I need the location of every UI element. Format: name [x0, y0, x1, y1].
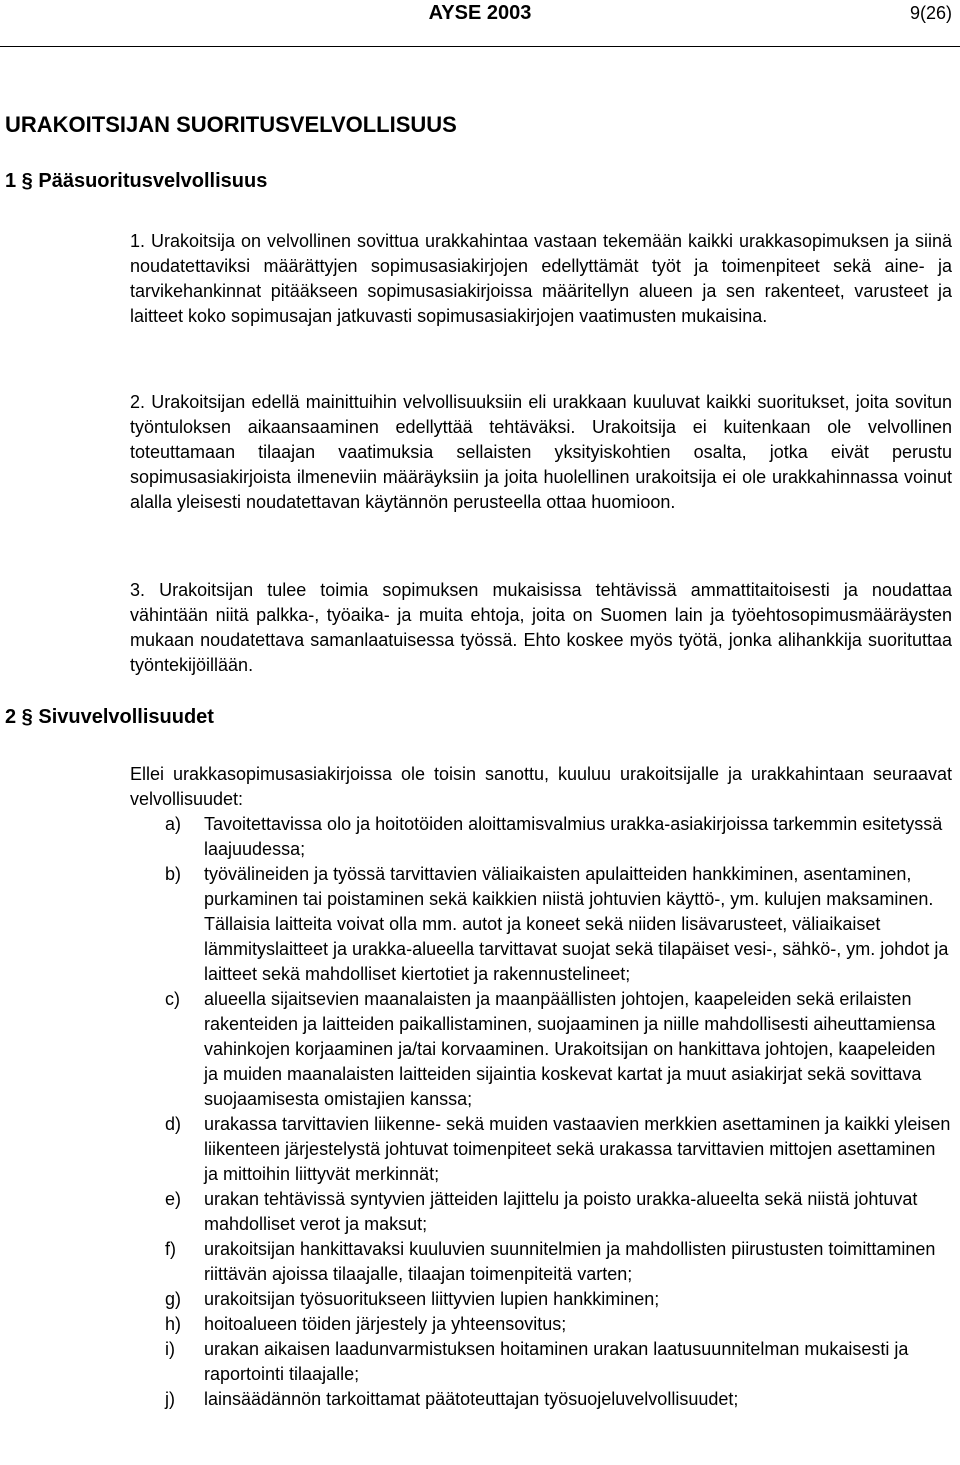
list-item-label: b) — [165, 864, 182, 884]
list-item — [130, 1237, 952, 1287]
list-item-label: a) — [165, 814, 182, 834]
list-item-text: urakan aikaisen laadunvarmistuksen hoitaminen urakan laatusuunnitelman mukaisesti ja raportointi tilaajalle; — [204, 1339, 909, 1384]
list-item-label: c) — [165, 989, 180, 1009]
list-item-text: urakan tehtävissä syntyvien jätteiden lajittelu ja poisto urakka-alueelta sekä niistä johtuvat mahdolliset verot ja maksut; — [204, 1189, 918, 1234]
list-item-label: f) — [165, 1239, 176, 1259]
list-item — [130, 1337, 952, 1387]
page-header — [0, 0, 960, 47]
list-item — [130, 1312, 952, 1337]
list-item-text: urakoitsijan työsuoritukseen liittyvien lupien hankkiminen; — [204, 1289, 660, 1309]
list-item-label: e) — [165, 1189, 182, 1209]
list-item-label: d) — [165, 1114, 182, 1134]
section-2-intro: Ellei urakkasopimusasiakirjoissa ole toisin sanottu, kuuluu urakoitsijalle ja urakkahintaan seuraavat velvollisuudet: — [130, 764, 952, 809]
list-item-label: h) — [165, 1314, 182, 1334]
list-item — [130, 1112, 952, 1187]
list-item-text: lainsäädännön tarkoittamat päätoteuttajan työsuojeluvelvollisuudet; — [204, 1389, 739, 1409]
list-item — [130, 1287, 952, 1312]
section-1-paragraph-1: 1. Urakoitsija on velvollinen sovittua urakkahintaa vastaan tekemään kaikki urakkasopimuksen ja siinä noudatettaviksi määrättyjen sopimusasiakirjojen edellyttämät työt ja toimenpiteet sekä aine- ja tarvikehankinnat pitääkseen sopimusasiakirjoissa määritellyn alueen ja sen rakenteet, varusteet ja laitteet koko sopimusajan jatkuvasti sopimusasiakirjojen vaatimusten mukaisina. — [130, 231, 952, 326]
list-item — [130, 862, 952, 987]
list-item-text: hoitoalueen töiden järjestely ja yhteensovitus; — [204, 1314, 567, 1334]
list-item — [130, 812, 952, 862]
section-1-paragraph-2: 2. Urakoitsijan edellä mainittuihin velvollisuuksiin eli urakkaan kuuluvat kaikki suoritukset, joita sovitun työntuloksen aikaansaaminen edellyttää tehtäväksi. Urakoitsija ei kuitenkaan ole velvollinen toteuttamaan tilaajan vaatimuksia sellaisten yksityiskohtien osalta, jotka eivät perustu sopimusasiakirjoista ilmeneviin määräyksiin ja joita huolellinen urakoitsija ei ole urakkahinnassa voinut alalla yleisesti noudatettavan käytännön perusteella ottaa huomioon. — [130, 392, 952, 512]
list-item-label: j) — [165, 1389, 175, 1409]
section-heading-1: 1 § Pääsuoritusvelvollisuus — [5, 170, 268, 192]
obligations-list — [130, 812, 952, 1412]
list-item-text: urakassa tarvittavien liikenne- sekä muiden vastaavien merkkien asettaminen ja kaikki yleisen liikenteen järjestelystä johtuvat toimenpiteet sekä urakassa tarvittavien mittojen asettaminen ja mittoihin liittyvät merkinnät; — [204, 1114, 951, 1184]
list-item-text: Tavoitettavissa olo ja hoitotöiden aloittamisvalmius urakka-asiakirjoissa tarkemmin esitetyssä laajuudessa; — [204, 814, 943, 859]
list-item-text: urakoitsijan hankittavaksi kuuluvien suunnitelmien ja mahdollisten piirustusten toimittaminen riittävän ajoissa tilaajalle, tilaajan toimenpiteitä varten; — [204, 1239, 936, 1284]
list-item — [130, 987, 952, 1112]
list-item-label: i) — [165, 1339, 175, 1359]
section-heading-2: 2 § Sivuvelvollisuudet — [5, 706, 214, 728]
list-item — [130, 1387, 952, 1412]
header-title: AYSE 2003 — [428, 2, 532, 24]
section-1-paragraph-3: 3. Urakoitsijan tulee toimia sopimuksen mukaisissa tehtävissä ammattitaitoisesti ja noudattaa vähintään niitä palkka-, työaika- ja muita ehtoja, joita on Suomen lain ja työehtosopimusmääräysten mukaan noudatettava samanlaatuisessa työssä. Ehto koskee myös työtä, jonka alihankkija suorituttaa työntekijöillään. — [130, 580, 952, 675]
document-title: URAKOITSIJAN SUORITUSVELVOLLISUUS — [5, 112, 457, 137]
list-item-label: g) — [165, 1289, 182, 1309]
list-item-text: työvälineiden ja työssä tarvittavien väliaikaisten apulaitteiden hankkiminen, asentaminen, purkaminen tai poistaminen sekä kaikkien niistä johtuvien käyttö-, ym. kulujen maksaminen. Tällaisia laitteita voivat olla mm. autot ja koneet sekä niiden lisävarusteet, väliaikaiset lämmityslaitteet ja urakka-alueella tarvittavat suojat sekä tilapäiset vesi-, sähkö-, ym. johdot ja laitteet sekä mahdolliset kiertotiet ja rakennustelineet; — [204, 864, 949, 984]
list-item — [130, 1187, 952, 1237]
list-item-text: alueella sijaitsevien maanalaisten ja maanpäällisten johtojen, kaapeleiden sekä erilaisten rakenteiden ja laitteiden paikallistaminen, suojaaminen ja niille mahdollisesti aiheuttamiensa vahinkojen korjaaminen ja/tai korvaaminen. Urakoitsijan on hankittava johtojen, kaapeleiden ja muiden maanalaisten laitteiden sijaintia koskevat kartat ja muut asiakirjat sekä sovittava suojaamisesta omistajien kanssa; — [204, 989, 936, 1109]
page-number: 9(26) — [909, 3, 952, 23]
